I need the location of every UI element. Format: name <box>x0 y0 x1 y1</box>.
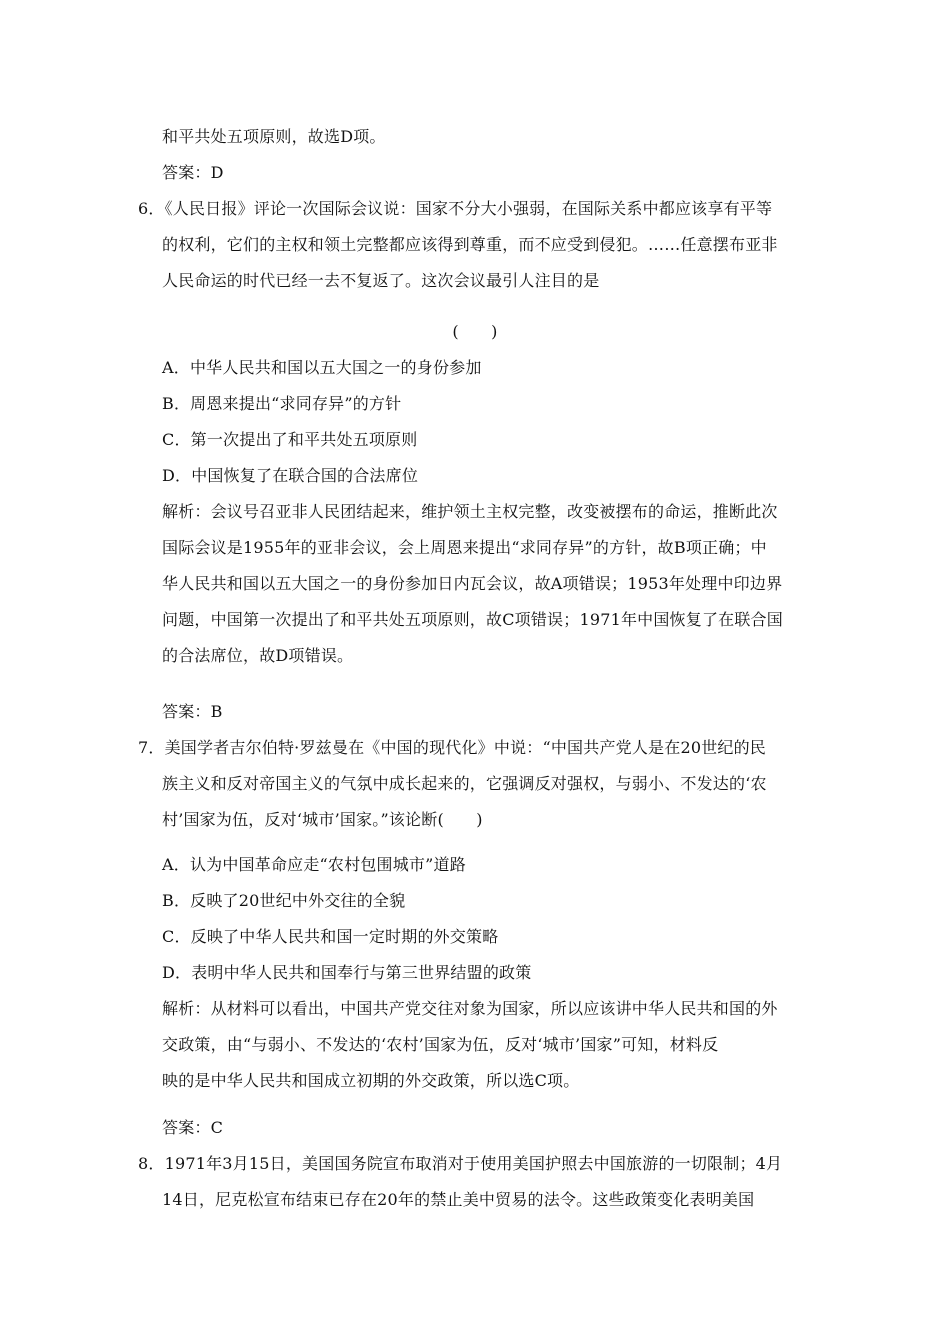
text-line: 村’国家为伍，反对‘城市’国家。”该论断( ) <box>162 810 483 829</box>
answer-blank: ( ) <box>452 322 498 341</box>
analysis-line: 解析：会议号召亚非人民团结起来，维护领土主权完整，改变被摆布的命运，推断此次 <box>162 502 778 521</box>
answer-line: 答案：C <box>162 1118 224 1137</box>
text-line: 映的是中华人民共和国成立初期的外交政策，所以选C项。 <box>162 1071 580 1090</box>
question-7-stem: 7．美国学者吉尔伯特·罗兹曼在《中国的现代化》中说：“中国共产党人是在20世纪的民 <box>138 738 767 757</box>
text-line: 族主义和反对帝国主义的气氛中成长起来的，它强调反对强权，与弱小、不发达的‘农 <box>162 774 767 793</box>
option-a: A．中华人民共和国以五大国之一的身份参加 <box>162 358 482 377</box>
option-c: C．反映了中华人民共和国一定时期的外交策略 <box>162 927 499 946</box>
option-d: D．中国恢复了在联合国的合法席位 <box>162 466 419 485</box>
question-8-stem: 8．1971年3月15日，美国国务院宣布取消对于使用美国护照去中国旅游的一切限制；4月 <box>138 1154 783 1173</box>
answer-line: 答案：B <box>162 702 223 721</box>
question-6-stem: 6．《人民日报》评论一次国际会议说：国家不分大小强弱，在国际关系中都应该享有平等 <box>138 199 773 218</box>
option-b: B．反映了20世纪中外交往的全貌 <box>162 891 406 910</box>
analysis-line: 解析：从材料可以看出，中国共产党交往对象为国家，所以应该讲中华人民共和国的外 <box>162 999 778 1018</box>
text-line: 的合法席位，故D项错误。 <box>162 646 354 665</box>
text-line: 华人民共和国以五大国之一的身份参加日内瓦会议，故A项错误；1953年处理中印边界 <box>162 574 783 593</box>
option-d: D．表明中华人民共和国奉行与第三世界结盟的政策 <box>162 963 532 982</box>
text-line: 交政策，由“与弱小、不发达的‘农村’国家为伍，反对‘城市’国家”可知，材料反 <box>162 1035 719 1054</box>
text-line: 国际会议是1955年的亚非会议，会上周恩来提出“求同存异”的方针，故B项正确；中 <box>162 538 767 557</box>
text-line: 14日，尼克松宣布结束已存在20年的禁止美中贸易的法令。这些政策变化表明美国 <box>162 1190 755 1209</box>
text-line: 人民命运的时代已经一去不复返了。这次会议最引人注目的是 <box>162 271 600 290</box>
option-a: A．认为中国革命应走“农村包围城市”道路 <box>162 855 466 874</box>
option-b: B．周恩来提出“求同存异”的方针 <box>162 394 402 413</box>
text-line: 问题，中国第一次提出了和平共处五项原则，故C项错误；1971年中国恢复了在联合国 <box>162 610 783 629</box>
answer-line: 答案：D <box>162 163 224 182</box>
text-line: 和平共处五项原则，故选D项。 <box>162 127 386 146</box>
option-c: C．第一次提出了和平共处五项原则 <box>162 430 418 449</box>
text-line: 的权利，它们的主权和领土完整都应该得到尊重，而不应受到侵犯。……任意摆布亚非 <box>162 235 778 254</box>
